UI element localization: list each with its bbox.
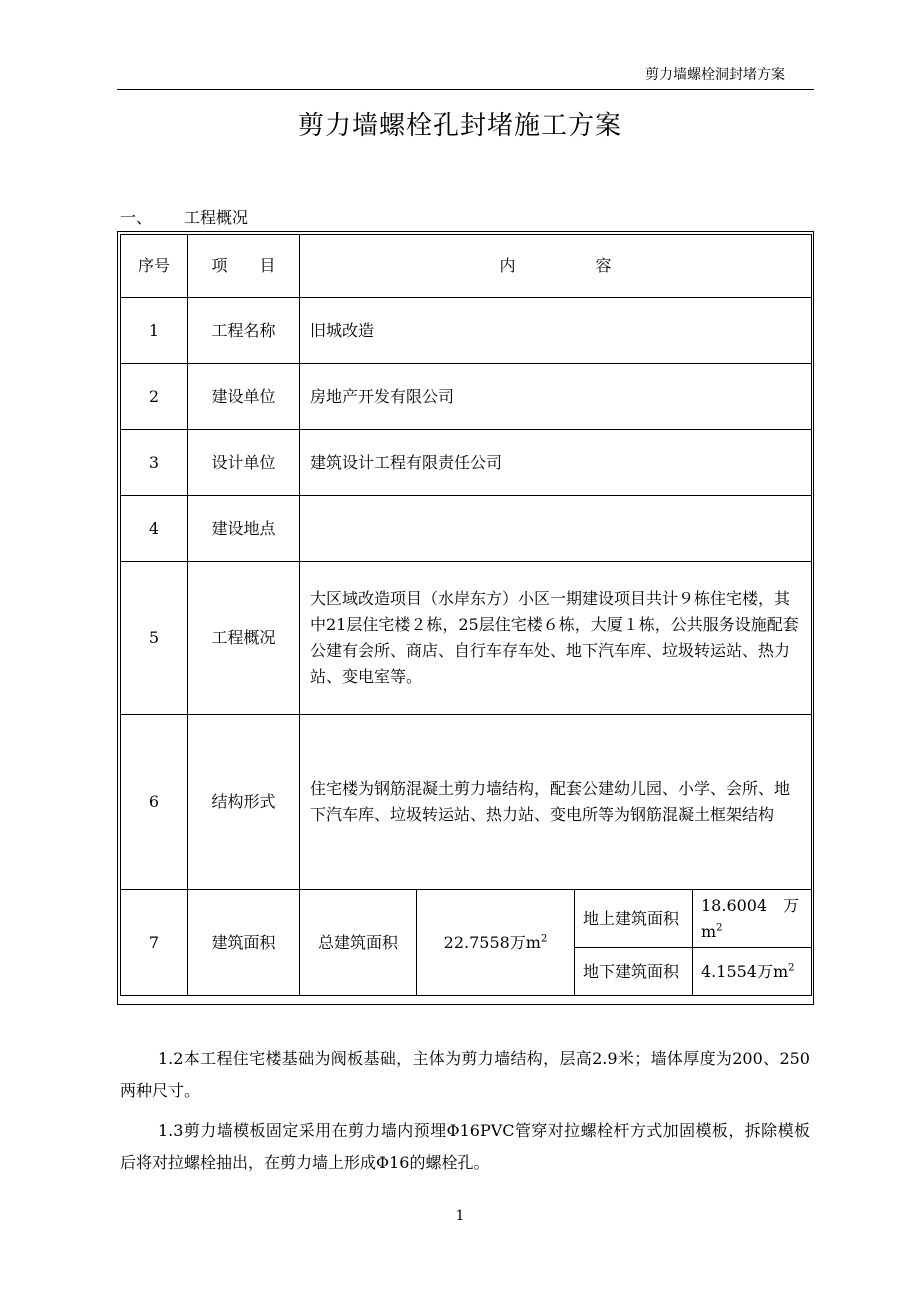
project-overview-table (120, 234, 812, 996)
header-index: 序号 (121, 235, 188, 298)
row-content: 旧城改造 (300, 298, 812, 364)
row-item: 建筑面积 (188, 890, 300, 996)
table-header-row (121, 235, 812, 298)
paragraph-1-2: 1.2本工程住宅楼基础为阀板基础，主体为剪力墙结构，层高2.9米；墙体厚度为200、250两种尺寸。 (120, 1049, 810, 1100)
table-row (121, 562, 812, 715)
below-ground-area-label: 地下建筑面积 (575, 948, 693, 996)
row-item: 建设地点 (188, 496, 300, 562)
total-area-label: 总建筑面积 (300, 890, 417, 996)
row-item: 工程名称 (188, 298, 300, 364)
running-header: 剪力墙螺栓洞封堵方案 (645, 67, 785, 83)
above-ground-area-value: 18.6004 万$m^2$ (693, 890, 812, 948)
header-item: 项 目 (188, 235, 300, 298)
row-item: 工程概况 (188, 562, 300, 715)
table-row (121, 496, 812, 562)
row-index: 4 (121, 496, 188, 562)
section-number: 一、 (120, 208, 153, 227)
table-row (121, 364, 812, 430)
document-title: 剪力墙螺栓孔封堵施工方案 (297, 111, 622, 141)
row-index: 3 (121, 430, 188, 496)
row-index: 5 (121, 562, 188, 715)
row-index: 6 (121, 715, 188, 890)
below-ground-area-value: 4.1554万$m^2$ (693, 948, 812, 996)
paragraph-1-3: 1.3剪力墙模板固定采用在剪力墙内预埋Φ16PVC管穿对拉螺栓杆方式加固模板，拆除模板后将对拉螺栓抽出，在剪力墙上形成Φ16的螺栓孔。 (120, 1121, 810, 1172)
header-rule (117, 89, 814, 90)
section-heading (120, 207, 248, 229)
total-area-value: 22.7558万$m^2$ (417, 890, 575, 996)
row-item: 设计单位 (188, 430, 300, 496)
section-title: 工程概况 (184, 208, 249, 227)
row-index: 1 (121, 298, 188, 364)
row-content: 住宅楼为钢筋混凝土剪力墙结构，配套公建幼儿园、小学、会所、地下汽车库、垃圾转运站、热力站、变电所等为钢筋混凝土框架结构 (300, 715, 812, 890)
row-content: 建筑设计工程有限责任公司 (300, 430, 812, 496)
header-content: 内 容 (300, 235, 812, 298)
row-content: 大区域改造项目（水岸东方）小区一期建设项目共计９栋住宅楼，其中21层住宅楼２栋，25层住宅楼６栋，大厦１栋，公共服务设施配套公建有会所、商店、自行车存车处、地下汽车库、垃圾转运站、热力站、变电室等。 (300, 562, 812, 715)
table-row (121, 298, 812, 364)
row-item: 建设单位 (188, 364, 300, 430)
page-number: 1 (455, 1208, 465, 1224)
row-index: 2 (121, 364, 188, 430)
row-item: 结构形式 (188, 715, 300, 890)
above-ground-area-label: 地上建筑面积 (575, 890, 693, 948)
row-content: 房地产开发有限公司 (300, 364, 812, 430)
table-row (121, 430, 812, 496)
table-row-area (121, 890, 812, 948)
row-content (300, 496, 812, 562)
row-index: 7 (121, 890, 188, 996)
table-row (121, 715, 812, 890)
